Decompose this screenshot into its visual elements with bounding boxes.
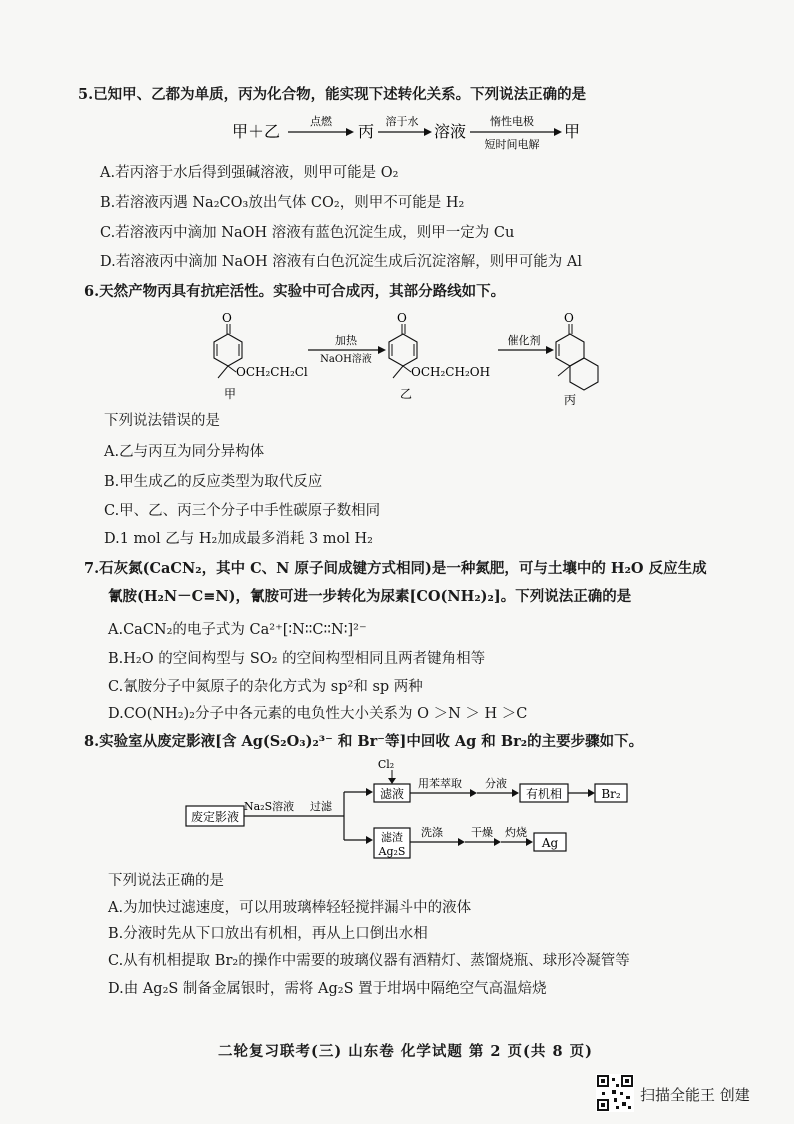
q5-option-a: A.若丙溶于水后得到强碱溶液，则甲可能是 O₂	[100, 165, 399, 181]
svg-text:O: O	[222, 311, 232, 325]
flow-start: 废定影液	[190, 810, 240, 824]
q6-lead: 下列说法错误的是	[104, 413, 220, 429]
q5-option-d: D.若溶液丙中滴加 NaOH 溶液有白色沉淀生成后沉淀溶解，则甲可能为 Al	[100, 254, 583, 270]
compound-bing-label: 丙	[564, 393, 577, 406]
q6-option-c: C.甲、乙、丙三个分子中手性碳原子数相同	[104, 503, 381, 519]
flow-extract: 用苯萃取	[418, 777, 462, 790]
compound-jia-substituent: OCH₂CH₂Cl	[236, 365, 308, 379]
q6-option-b: B.甲生成乙的反应类型为取代反应	[104, 474, 323, 490]
flow-separate: 分液	[485, 777, 507, 790]
q5-arrow3-top: 惰性电极	[490, 115, 534, 128]
q5-scheme	[226, 112, 596, 156]
flow-filtrate: 滤液	[379, 787, 405, 801]
q5-mid1: 丙	[358, 122, 375, 141]
q8-stem: 8.实验室从废定影液[含 Ag(S₂O₃)₂³⁻ 和 Br⁻等]中回收 Ag 和 Br₂的主要步骤如下。	[84, 733, 644, 750]
flow-burn: 灼烧	[505, 826, 527, 839]
q7-stem-line1: 7.石灰氮(CaCN₂，其中 C、N 原子间成键方式相同)是一种氮肥，可与土壤中的 H₂O 反应生成	[84, 560, 707, 577]
compound-yi-structure	[389, 311, 490, 401]
flow-cl2: Cl₂	[377, 758, 395, 771]
compound-yi-substituent: OCH₂CH₂OH	[411, 365, 491, 379]
flow-filter-label: 过滤	[310, 800, 332, 813]
q8-option-c: C.从有机相提取 Br₂的操作中需要的玻璃仪器有酒精灯、蒸馏烧瓶、球形冷凝管等	[108, 953, 630, 969]
q5-mid2: 溶液	[434, 122, 467, 141]
q5-stem: 5.已知甲、乙都为单质，丙为化合物，能实现下述转化关系。下列说法正确的是	[78, 86, 587, 103]
q5-arrow1-label: 点燃	[310, 115, 332, 128]
q7-option-b: B.H₂O 的空间构型与 SO₂ 的空间构型相同且两者键角相等	[108, 651, 486, 667]
q8-flowchart	[180, 756, 640, 864]
compound-jia-structure	[214, 311, 308, 401]
flow-residue-label: 滤渣	[381, 831, 403, 844]
q6-stem: 6.天然产物丙具有抗疟活性。实验中可合成丙，其部分路线如下。	[84, 283, 506, 300]
q5-start: 甲＋乙	[232, 122, 281, 141]
q6-option-a: A.乙与丙互为同分异构体	[104, 444, 265, 460]
compound-jia-label: 甲	[224, 387, 237, 401]
flow-wash: 洗涤	[421, 826, 443, 839]
q7-option-d: D.CO(NH₂)₂分子中各元素的电负性大小关系为 O ＞N ＞ H ＞C	[108, 706, 528, 722]
q8-option-a: A.为加快过滤速度，可以用玻璃棒轻轻搅拌漏斗中的液体	[108, 900, 472, 916]
q7-option-a: A.CaCN₂的电子式为 Ca²⁺[∶N∶∶C∶∶N∶]²⁻	[108, 622, 367, 638]
page-footer: 二轮复习联考(三) 山东卷 化学试题 第 2 页(共 8 页)	[218, 1043, 593, 1060]
flow-reagent: Na₂S溶液	[244, 800, 295, 813]
q6-cond2: 催化剂	[507, 334, 541, 347]
compound-bing-structure	[556, 311, 598, 406]
flow-residue-formula: Ag₂S	[378, 845, 406, 858]
q6-option-d: D.1 mol 乙与 H₂加成最多消耗 3 mol H₂	[104, 531, 373, 547]
flow-organic: 有机相	[525, 787, 563, 801]
svg-text:O: O	[397, 311, 407, 325]
flow-dry: 干燥	[471, 826, 493, 839]
flow-ag: Ag	[541, 836, 559, 850]
q5-arrow3-bottom: 短时间电解	[484, 138, 540, 151]
scanner-watermark: 扫描全能王 创建	[640, 1086, 750, 1104]
q8-option-d: D.由 Ag₂S 制备金属银时，需将 Ag₂S 置于坩埚中隔绝空气高温焙烧	[108, 981, 547, 997]
compound-yi-label: 乙	[400, 387, 413, 401]
flow-br2: Br₂	[601, 787, 621, 801]
q8-lead: 下列说法正确的是	[108, 873, 224, 889]
q8-option-b: B.分液时先从下口放出有机相，再从上口倒出水相	[108, 926, 428, 942]
q6-cond1-top: 加热	[335, 334, 357, 347]
q7-stem-line2: 氰胺(H₂N－C≡N)，氰胺可进一步转化为尿素[CO(NH₂)₂]。下列说法正确的是	[108, 588, 632, 605]
qr-code-icon	[596, 1074, 634, 1112]
svg-text:O: O	[564, 311, 574, 325]
q7-option-c: C.氰胺分子中氮原子的杂化方式为 sp²和 sp 两种	[108, 679, 423, 695]
q5-arrow2-label: 溶于水	[385, 115, 419, 128]
q6-synthesis-scheme	[180, 306, 600, 406]
q5-option-c: C.若溶液丙中滴加 NaOH 溶液有蓝色沉淀生成，则甲一定为 Cu	[100, 225, 515, 241]
q5-end: 甲	[564, 122, 581, 141]
q6-cond1-bottom: NaOH溶液	[320, 354, 372, 365]
q5-option-b: B.若溶液丙遇 Na₂CO₃放出气体 CO₂，则甲不可能是 H₂	[100, 195, 465, 211]
